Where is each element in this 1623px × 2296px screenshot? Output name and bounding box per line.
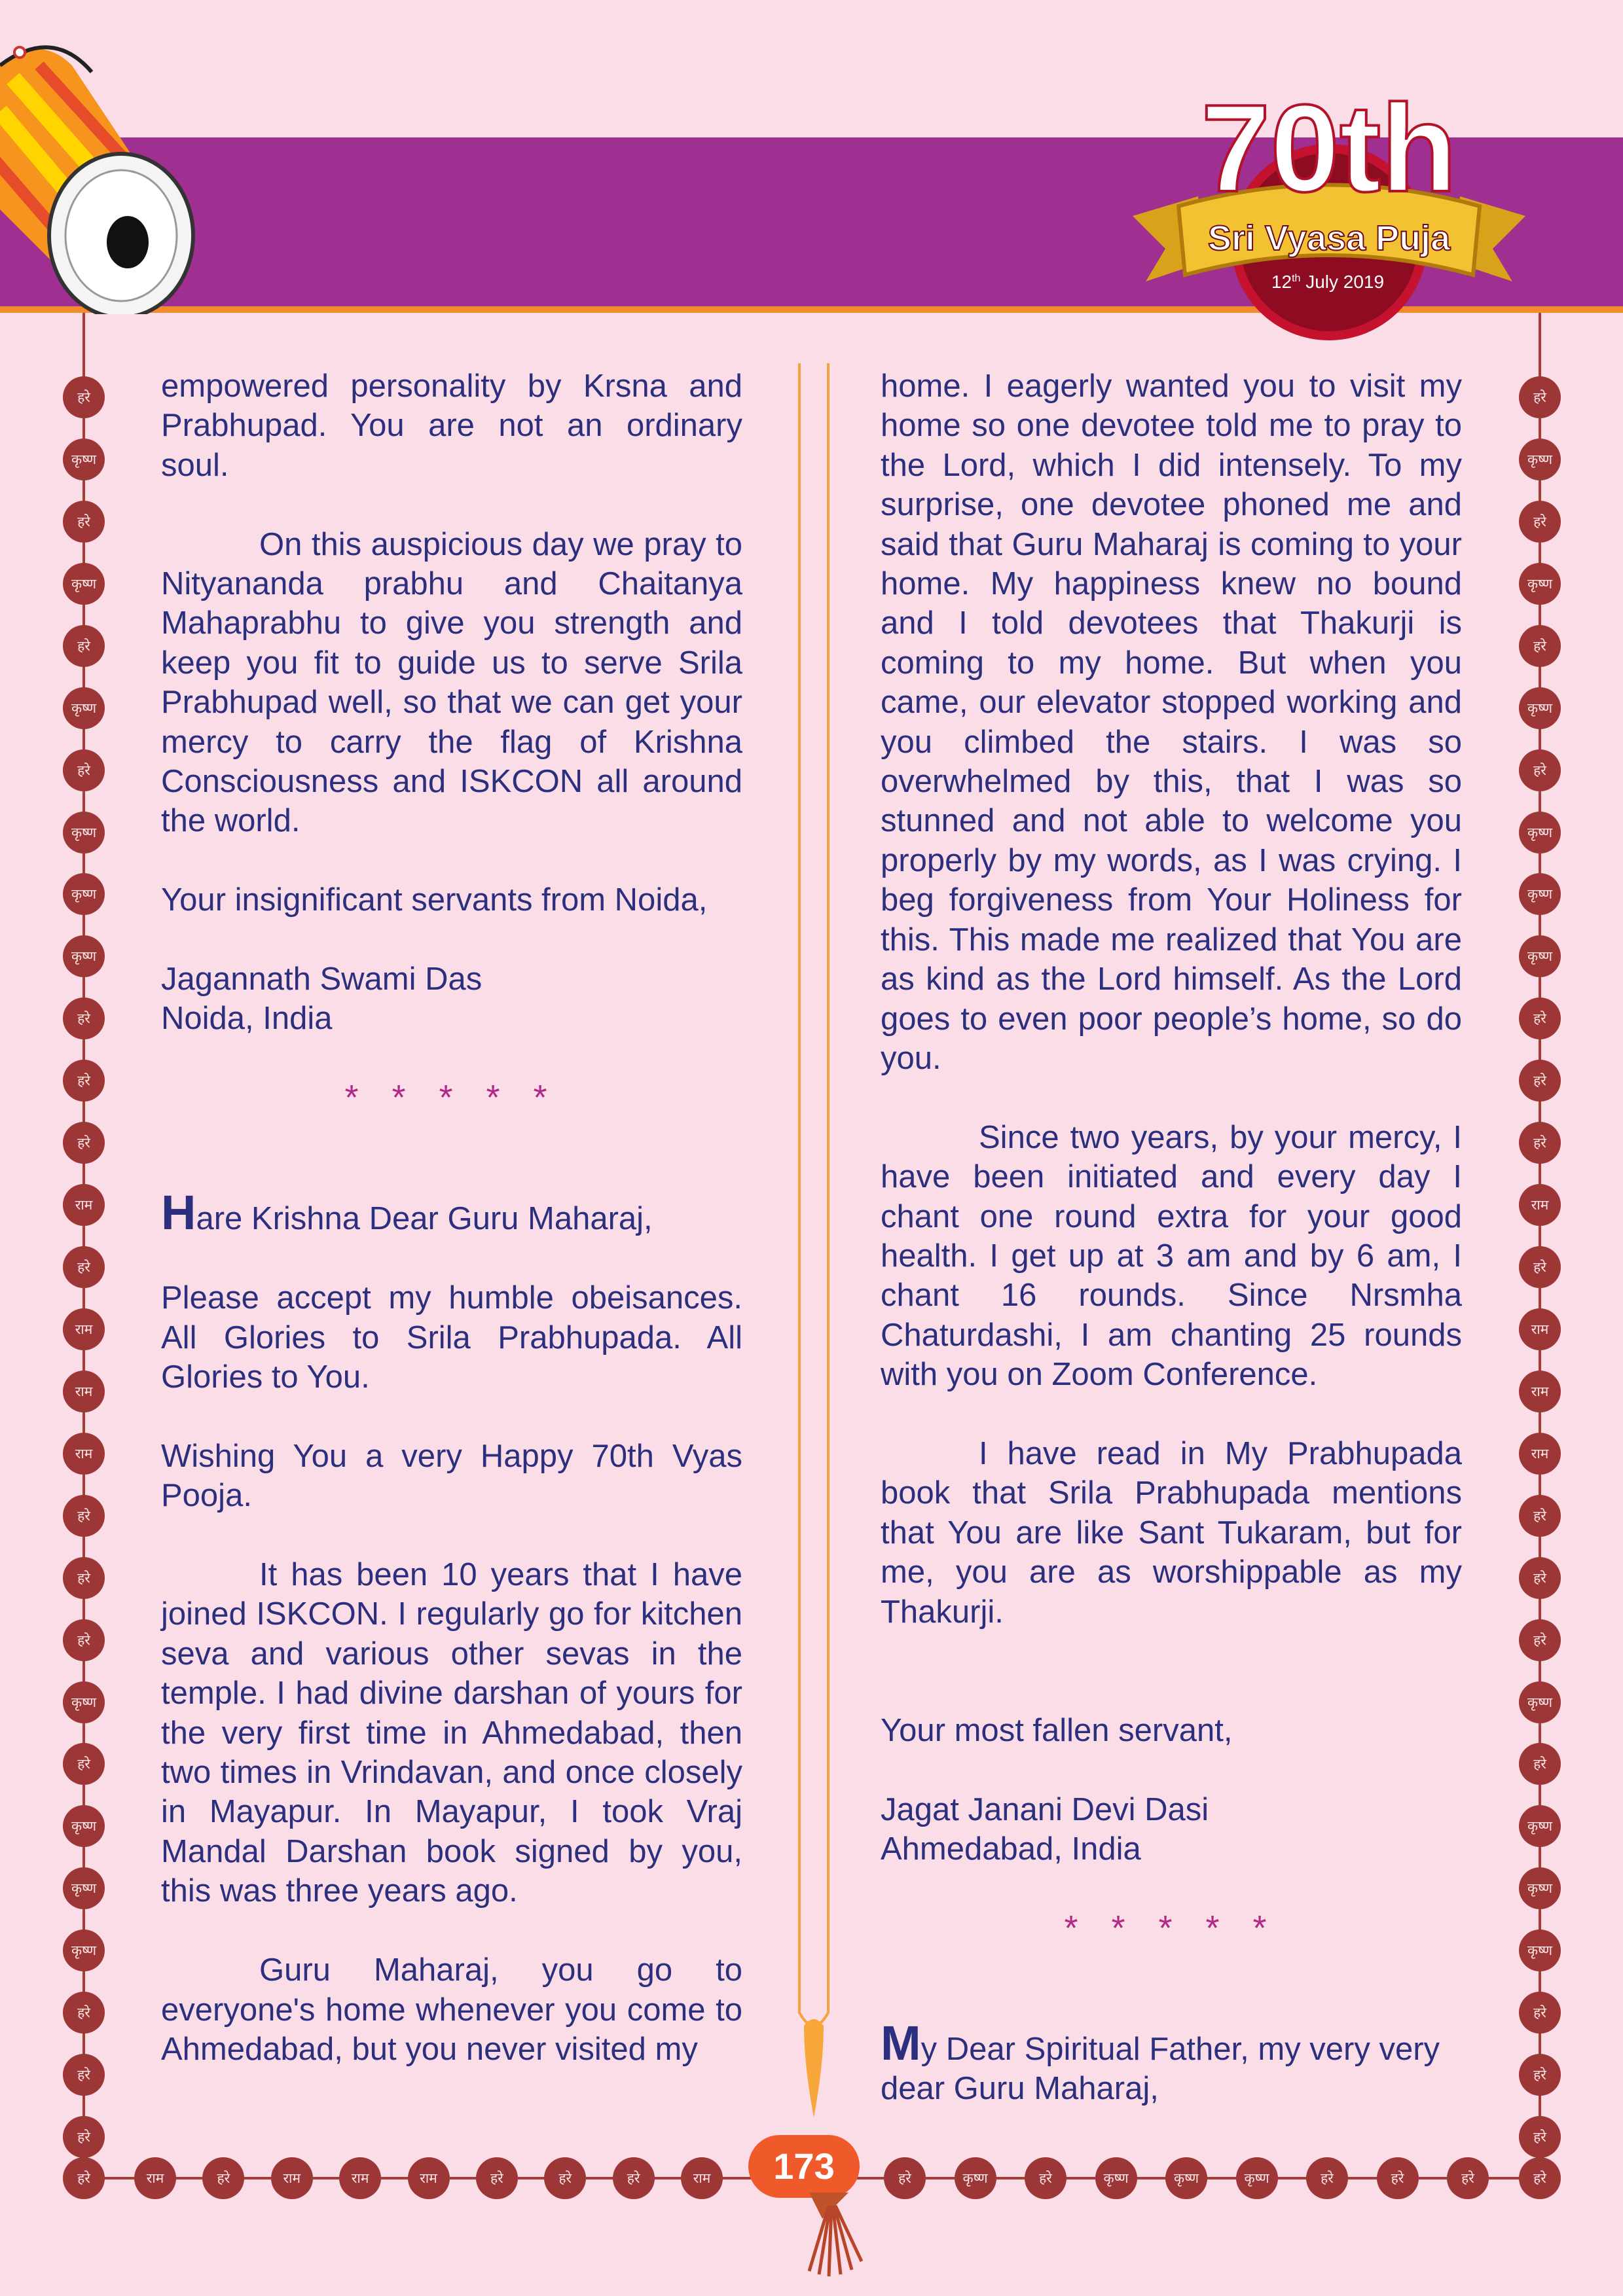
bead-left: कृष्ण bbox=[63, 1929, 105, 1971]
left-greeting-text: are Krishna Dear Guru Maharaj, bbox=[196, 1201, 653, 1237]
left-paragraph-6: It has been 10 years that I have joined ISKCON. I regularly go for kitchen seva and various other sevas in the temple. I had divine darshan of yours for the very first time in Ahmedabad, then two times in Vrindavan, and once closely in Mayapur. In Mayapur, I took Vraj Mandal Darshan book signed by you, this was three years ago. bbox=[161, 1557, 742, 1909]
bead-left: कृष्ण bbox=[63, 439, 105, 480]
bead-right: हरे bbox=[1519, 1246, 1561, 1288]
right-signature-name: Jagat Janani Devi Dasi bbox=[881, 1791, 1209, 1827]
bead-left: कृष्ण bbox=[63, 1805, 105, 1847]
left-signature-name: Jagannath Swami Das bbox=[161, 961, 483, 997]
left-paragraph-2: On this auspicious day we pray to Nityananda prabhu and Chaitanya Mahaprabhu to give you strength and keep you fit to guide us to serve Srila Prabhupad well, so that we can get your mercy to carry the flag of Krishna Consciousness and ISKCON all around the world. bbox=[161, 526, 742, 839]
bead-right: राम bbox=[1519, 1184, 1561, 1226]
bead-bottom: कृष्ण bbox=[1095, 2157, 1137, 2199]
right-column bbox=[881, 367, 1462, 2148]
left-column bbox=[161, 367, 742, 2109]
bead-left: कृष्ण bbox=[63, 687, 105, 729]
bead-right: कृष्ण bbox=[1519, 935, 1561, 977]
bead-right: हरे bbox=[1519, 2116, 1561, 2158]
bead-left: हरे bbox=[63, 1557, 105, 1599]
bead-left: हरे bbox=[63, 2054, 105, 2096]
bead-corner-left: हरे bbox=[63, 2157, 105, 2199]
bead-right: हरे bbox=[1519, 1557, 1561, 1599]
bead-right: हरे bbox=[1519, 1495, 1561, 1537]
bead-bottom: कृष्ण bbox=[1165, 2157, 1207, 2199]
bead-bottom: कृष्ण bbox=[1236, 2157, 1278, 2199]
bead-bottom: कृष्ण bbox=[955, 2157, 996, 2199]
bead-left: हरे bbox=[63, 1743, 105, 1785]
bead-bottom: हरे bbox=[1306, 2157, 1348, 2199]
tassel-ornament bbox=[783, 2193, 875, 2278]
left-closing: Your insignificant servants from Noida, bbox=[161, 882, 708, 918]
bead-left: हरे bbox=[63, 2116, 105, 2158]
anniversary-badge bbox=[1106, 65, 1565, 353]
badge-number: 70th bbox=[1201, 79, 1457, 218]
bead-left: हरे bbox=[63, 1495, 105, 1537]
bead-left: कृष्ण bbox=[63, 935, 105, 977]
column-divider bbox=[797, 363, 830, 2117]
bead-left: हरे bbox=[63, 997, 105, 1039]
right-separator-stars: * * * * * bbox=[1064, 1908, 1279, 1948]
bead-left: हरे bbox=[63, 1122, 105, 1164]
bead-right: हरे bbox=[1519, 1743, 1561, 1785]
bead-left: हरे bbox=[63, 376, 105, 418]
right-signature bbox=[881, 1790, 1462, 1869]
bead-left: हरे bbox=[63, 749, 105, 791]
bead-bottom: हरे bbox=[613, 2157, 655, 2199]
bead-right: कृष्ण bbox=[1519, 1867, 1561, 1909]
bead-left: हरे bbox=[63, 1060, 105, 1102]
bead-left: हरे bbox=[63, 1246, 105, 1288]
bead-left: कृष्ण bbox=[63, 812, 105, 853]
bead-right: कृष्ण bbox=[1519, 1681, 1561, 1723]
left-signature bbox=[161, 960, 742, 1039]
right-greeting-text: y Dear Spiritual Father, my very very dear Guru Maharaj, bbox=[881, 2031, 1440, 2107]
left-paragraph-1: empowered personality by Krsna and Prabhupad. You are not an ordinary soul. bbox=[161, 368, 742, 483]
left-paragraph-7: Guru Maharaj, you go to everyone's home whenever you come to Ahmedabad, but you never visited my bbox=[161, 1952, 742, 2067]
page-number: 173 bbox=[748, 2135, 860, 2198]
bead-right: कृष्ण bbox=[1519, 563, 1561, 605]
bead-bottom: हरे bbox=[1377, 2157, 1419, 2199]
bead-bottom: हरे bbox=[202, 2157, 244, 2199]
right-greeting-dropcap: M bbox=[881, 2015, 921, 2070]
right-signature-place: Ahmedabad, India bbox=[881, 1831, 1141, 1867]
left-paragraph-4: Please accept my humble obeisances. All Glories to Srila Prabhupada. All Glories to You. bbox=[161, 1280, 742, 1395]
left-greeting bbox=[161, 1185, 742, 1240]
bead-right: हरे bbox=[1519, 376, 1561, 418]
bead-corner-right: हरे bbox=[1519, 2157, 1561, 2199]
bead-bottom: राम bbox=[339, 2157, 381, 2199]
bead-bottom: हरे bbox=[1447, 2157, 1489, 2199]
bead-bottom: राम bbox=[408, 2157, 450, 2199]
bead-right: हरे bbox=[1519, 1060, 1561, 1102]
bead-right: हरे bbox=[1519, 1619, 1561, 1661]
bead-bottom: राम bbox=[681, 2157, 723, 2199]
right-greeting bbox=[881, 2015, 1462, 2109]
bead-left: राम bbox=[63, 1371, 105, 1412]
bead-bottom: राम bbox=[271, 2157, 313, 2199]
bead-left: कृष्ण bbox=[63, 1681, 105, 1723]
bead-right: कृष्ण bbox=[1519, 812, 1561, 853]
bead-bottom: हरे bbox=[544, 2157, 586, 2199]
bead-right: हरे bbox=[1519, 997, 1561, 1039]
bead-left: हरे bbox=[63, 1992, 105, 2034]
bead-left: हरे bbox=[63, 501, 105, 543]
bead-right: राम bbox=[1519, 1371, 1561, 1412]
bead-right: हरे bbox=[1519, 1122, 1561, 1164]
mridanga-drum-illustration bbox=[0, 26, 210, 314]
bead-left: हरे bbox=[63, 625, 105, 667]
right-paragraph-2: Since two years, by your mercy, I have been initiated and every day I chant one round extra for your good health. I get up at 3 am and by 6 am, I chant 16 rounds. Since Nrsmha Chaturdashi, I am chanting 25 rounds with you on Zoom Conference. bbox=[881, 1119, 1462, 1393]
bead-left: राम bbox=[63, 1184, 105, 1226]
bead-right: कृष्ण bbox=[1519, 439, 1561, 480]
bead-right: हरे bbox=[1519, 501, 1561, 543]
bead-right: कृष्ण bbox=[1519, 687, 1561, 729]
bead-right: हरे bbox=[1519, 2054, 1561, 2096]
left-separator-stars: * * * * * bbox=[344, 1078, 559, 1118]
bead-bottom: हरे bbox=[476, 2157, 518, 2199]
bead-bottom: हरे bbox=[1025, 2157, 1067, 2199]
right-paragraph-1: home. I eagerly wanted you to visit my home so one devotee told me to pray to the Lord, which I did intensely. To my surprise, one devotee phoned me and said that Guru Maharaj is coming to your home. My happiness knew no bound and I told devotees that Thakurji is coming to my home. But when you came, our elevator stopped working and you climbed the stairs. I was so overwhelmed by this, that I was so stunned and not able to welcome you properly by my words, as I was crying. I beg forgiveness from Your Holiness for this. This made me realized that You are as kind as the Lord himself. As the Lord goes to even poor people’s home, so do you. bbox=[881, 368, 1462, 1076]
bead-right: कृष्ण bbox=[1519, 1929, 1561, 1971]
bead-left: राम bbox=[63, 1433, 105, 1475]
bead-right: राम bbox=[1519, 1433, 1561, 1475]
bead-right: हरे bbox=[1519, 749, 1561, 791]
bead-right: कृष्ण bbox=[1519, 873, 1561, 915]
left-signature-place: Noida, India bbox=[161, 1001, 333, 1037]
badge-date: 12th July 2019 bbox=[1271, 272, 1385, 292]
bead-left: कृष्ण bbox=[63, 1867, 105, 1909]
bead-left: कृष्ण bbox=[63, 563, 105, 605]
bead-right: हरे bbox=[1519, 1992, 1561, 2034]
right-closing: Your most fallen servant, bbox=[881, 1712, 1233, 1748]
left-greeting-dropcap: H bbox=[161, 1185, 196, 1240]
badge-title: Sri Vyasa Puja bbox=[1207, 219, 1451, 258]
bead-left: कृष्ण bbox=[63, 873, 105, 915]
bead-right: हरे bbox=[1519, 625, 1561, 667]
bead-bottom: हरे bbox=[884, 2157, 926, 2199]
left-paragraph-5: Wishing You a very Happy 70th Vyas Pooja. bbox=[161, 1438, 742, 1514]
bead-left: राम bbox=[63, 1308, 105, 1350]
bead-right: कृष्ण bbox=[1519, 1805, 1561, 1847]
bead-left: हरे bbox=[63, 1619, 105, 1661]
right-paragraph-3: I have read in My Prabhupada book that Srila Prabhupada mentions that You are like Sant Tukaram, but for me, you are as worshippable as my Thakurji. bbox=[881, 1435, 1462, 1630]
bead-bottom: राम bbox=[134, 2157, 176, 2199]
bead-right: राम bbox=[1519, 1308, 1561, 1350]
